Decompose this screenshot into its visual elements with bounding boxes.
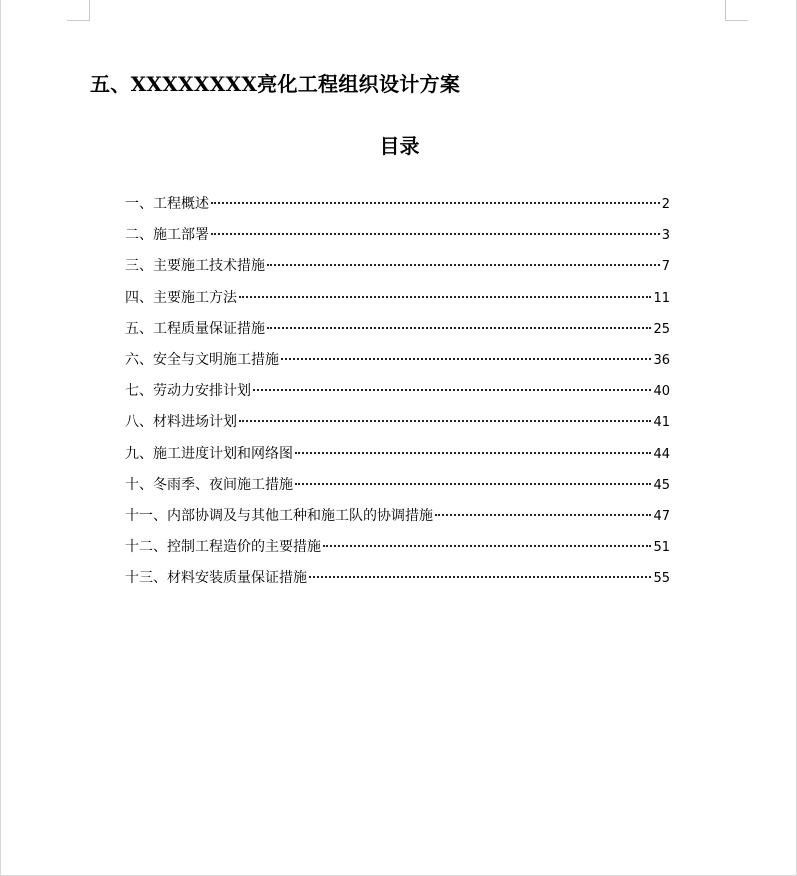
toc-entry-page-number: 36 (653, 352, 670, 368)
toc-entry-page-number: 25 (653, 321, 670, 337)
toc-entry-label: 十一、内部协调及与其他工种和施工队的协调措施 (125, 507, 433, 524)
toc-entry-label: 五、工程质量保证措施 (125, 320, 265, 337)
toc-dot-leader (295, 483, 651, 485)
page-margin-mark-left (67, 0, 90, 21)
toc-dot-leader (211, 233, 660, 235)
toc-entry-label: 二、施工部署 (125, 227, 209, 244)
toc-entry[interactable] (125, 253, 670, 284)
toc-entry[interactable] (125, 378, 670, 409)
toc-entry[interactable] (125, 409, 670, 440)
toc-entry-label: 十三、材料安装质量保证措施 (125, 570, 307, 587)
toc-dot-leader (267, 264, 660, 266)
page-margin-mark-right (725, 0, 748, 21)
toc-entry-page-number: 41 (653, 415, 670, 431)
toc-entry-label: 七、劳动力安排计划 (125, 383, 251, 400)
toc-dot-leader (295, 452, 651, 454)
toc-entry-page-number: 45 (653, 477, 670, 493)
toc-dot-leader (323, 545, 651, 547)
toc-entry[interactable] (125, 347, 670, 378)
toc-entry-label: 四、主要施工方法 (125, 289, 237, 306)
toc-entry-page-number: 3 (661, 228, 670, 244)
toc-entry[interactable] (125, 191, 670, 222)
toc-dot-leader (239, 420, 651, 422)
toc-entry-page-number: 51 (653, 540, 670, 556)
toc-entry-label: 三、主要施工技术措施 (125, 258, 265, 275)
toc-entry-label: 十、冬雨季、夜间施工措施 (125, 476, 293, 493)
toc-entry-label: 一、工程概述 (125, 196, 209, 212)
toc-dot-leader (211, 202, 660, 204)
toc-entry[interactable] (125, 472, 670, 503)
toc-entry-label: 十二、控制工程造价的主要措施 (125, 539, 321, 556)
toc-entry-page-number: 2 (661, 197, 670, 212)
toc-dot-leader (309, 576, 651, 578)
toc-title: 目录 (379, 134, 420, 158)
toc-dot-leader (281, 358, 651, 360)
toc-entry[interactable] (125, 285, 670, 316)
toc-entry[interactable] (125, 534, 670, 565)
toc-entry[interactable] (125, 565, 670, 596)
toc-entry-page-number: 55 (653, 571, 670, 587)
toc-dot-leader (239, 296, 651, 298)
toc-entry-page-number: 40 (653, 384, 670, 400)
toc-entry[interactable] (125, 503, 670, 534)
toc-entry-label: 八、材料进场计划 (125, 414, 237, 431)
toc-entry[interactable] (125, 441, 670, 472)
toc-dot-leader (435, 514, 651, 516)
toc-entry-page-number: 7 (661, 259, 670, 275)
toc-entry-page-number: 11 (653, 290, 670, 306)
toc-entry[interactable] (125, 316, 670, 347)
toc-entry[interactable] (125, 222, 670, 253)
toc-dot-leader (267, 327, 651, 329)
toc-entry-label: 六、安全与文明施工措施 (125, 351, 279, 368)
table-of-contents (125, 191, 670, 596)
toc-entry-page-number: 47 (653, 508, 670, 524)
toc-entry-page-number: 44 (653, 446, 670, 462)
toc-dot-leader (253, 389, 651, 391)
document-heading: 五、XXXXXXXX亮化工程组织设计方案 (90, 72, 461, 96)
toc-entry-label: 九、施工进度计划和网络图 (125, 445, 293, 462)
